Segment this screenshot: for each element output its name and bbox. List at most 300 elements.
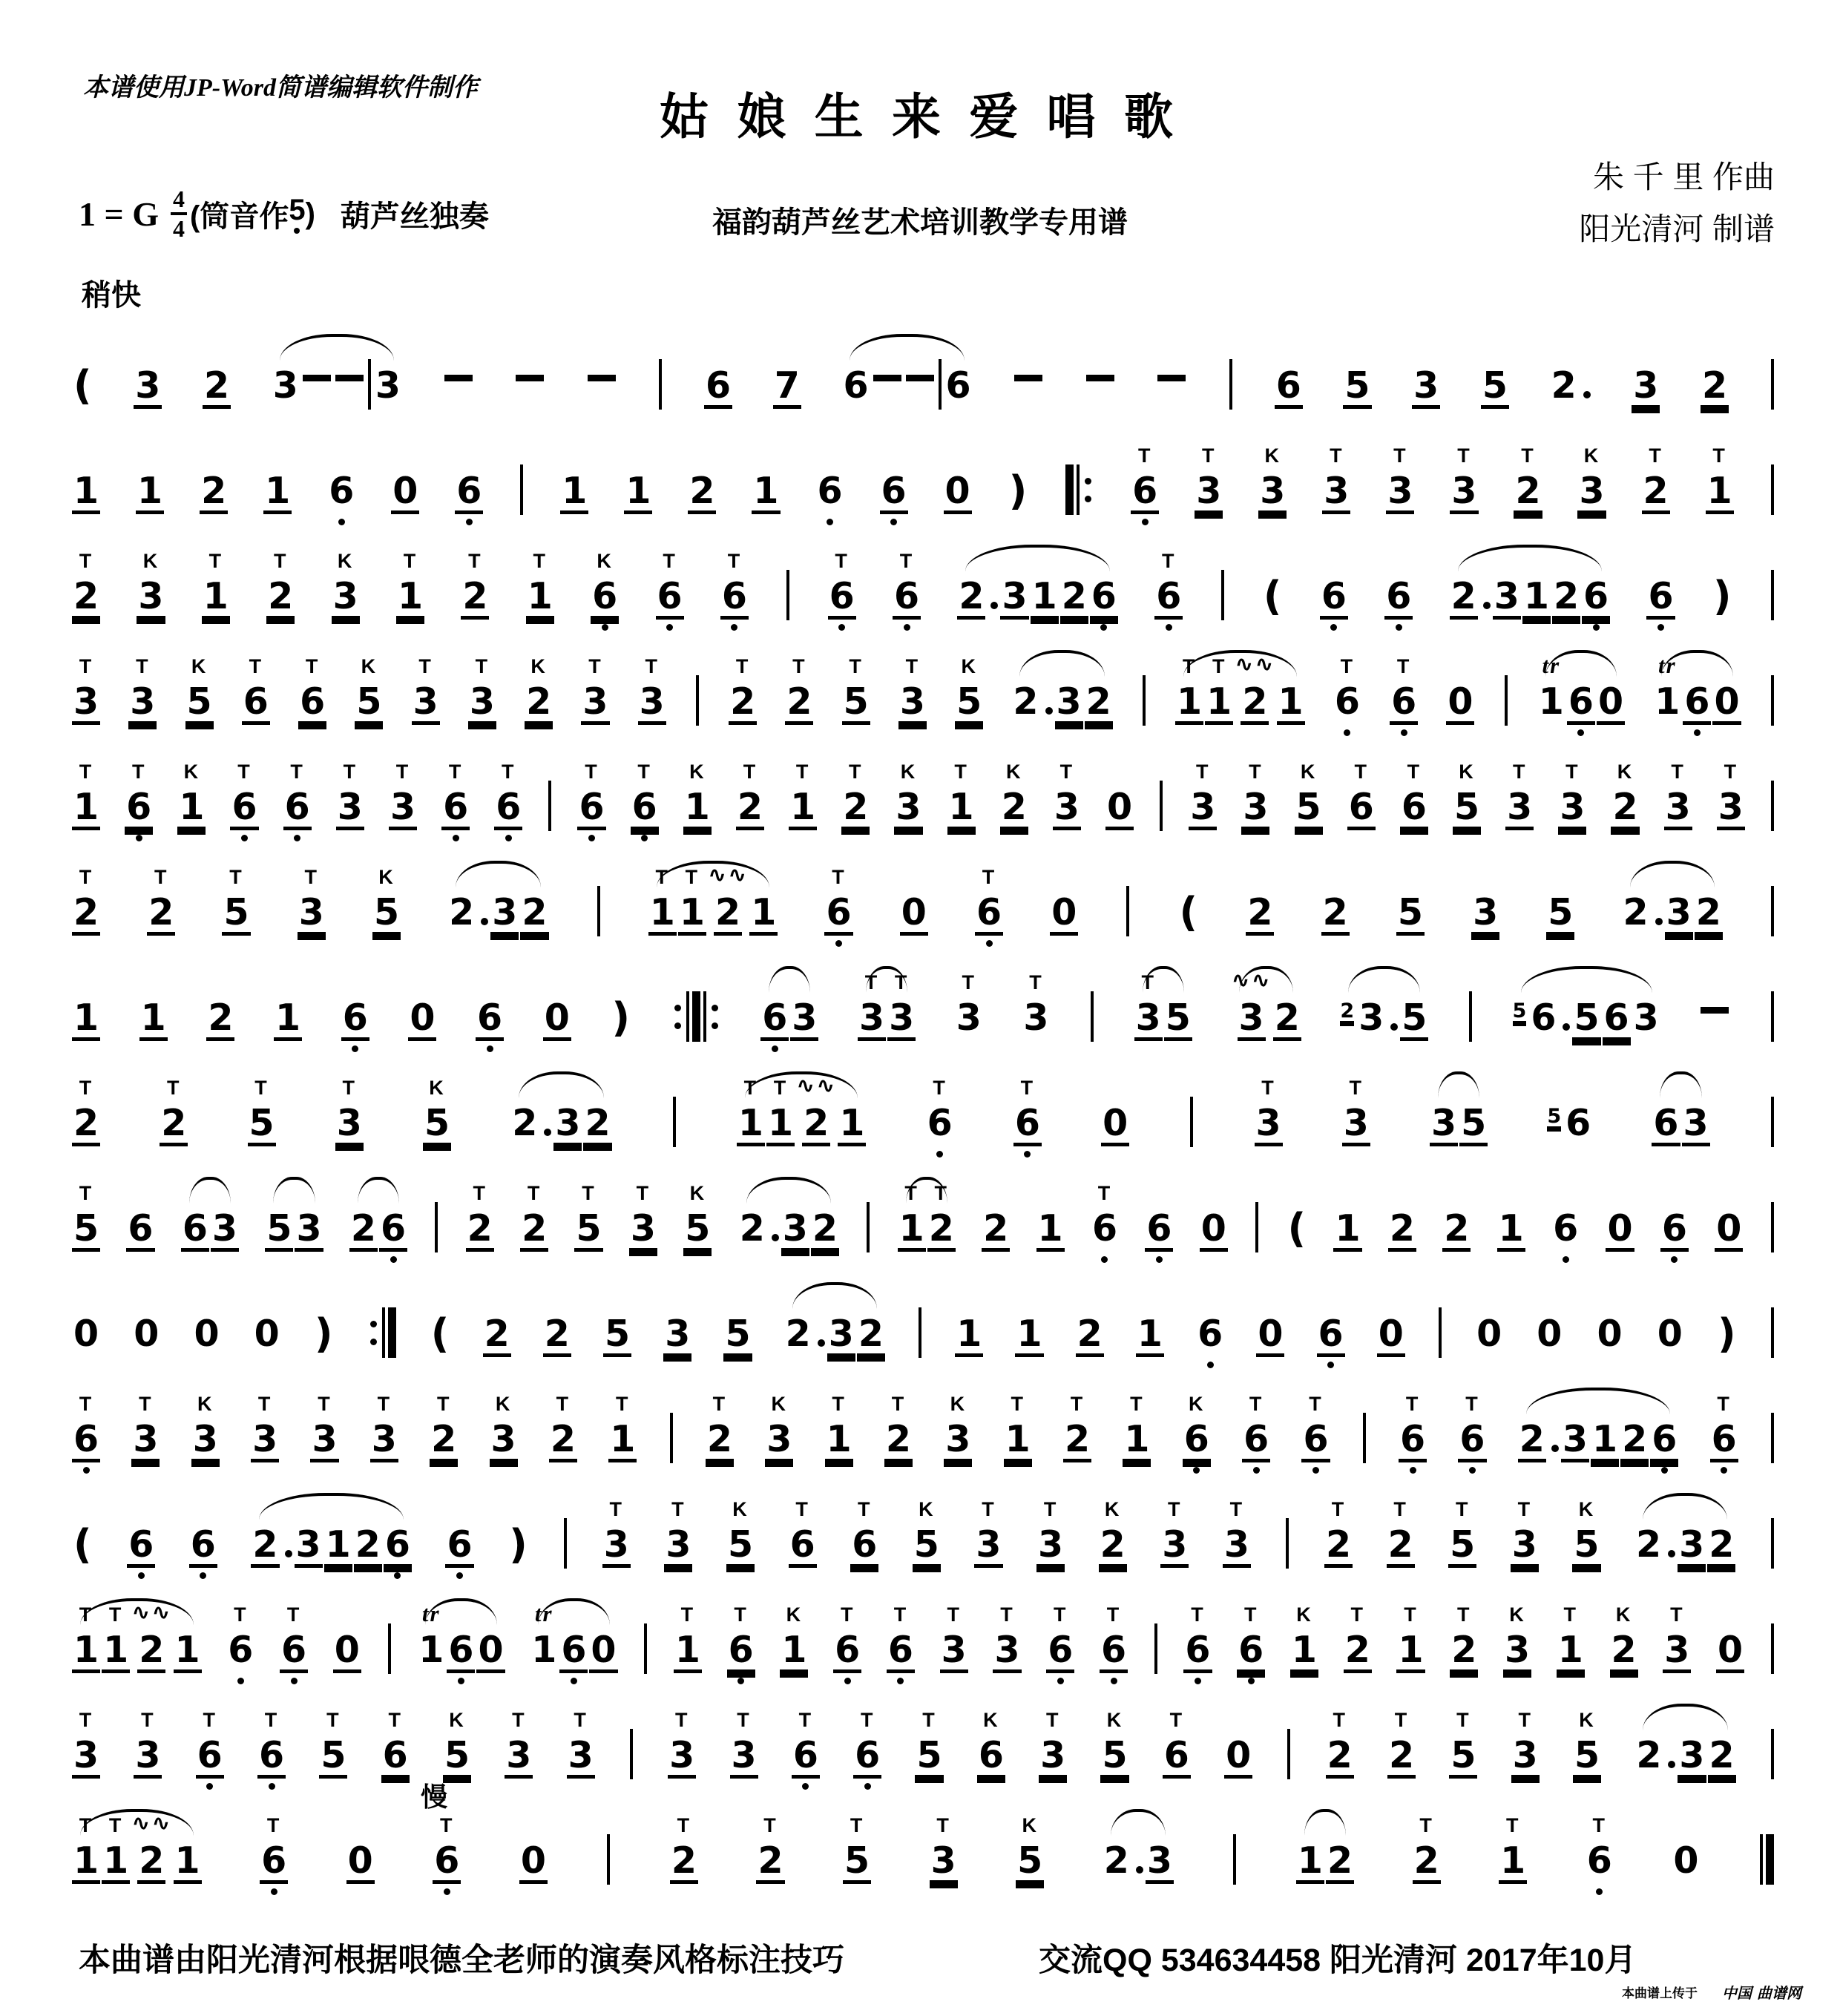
note: 2 [1322,891,1348,933]
low-octave-dot [602,624,608,631]
note: 2 [858,1313,884,1355]
note: T 6 [1242,1386,1270,1489]
phrase-paren: ) [509,1521,528,1568]
music-system-8 [71,1070,1776,1175]
note: K 3 [896,761,921,828]
note: 0 [901,891,927,933]
note: T 6 [257,1702,286,1805]
low-octave-dot [1166,624,1172,631]
note: T 3 [568,1709,594,1776]
note: T 6 [283,754,312,857]
note: T 3 [930,1814,956,1882]
note: 2 [1695,891,1721,933]
barline [1232,1807,1238,1911]
note: T 3 [630,1182,656,1250]
note: 6 [1603,996,1629,1039]
note: T 6 [577,754,605,857]
slur-group [857,965,916,1068]
note: T 2 [467,1182,493,1250]
barline [643,1597,648,1700]
note: 6 [379,1175,407,1278]
arranger-credit: 阳光清河 制谱 [1579,211,1775,246]
note: K 5 [444,1709,470,1776]
note: T 5 [576,1182,602,1250]
note: 5 [1402,996,1427,1039]
note: 3 [375,364,401,407]
note: T 3 [1023,971,1049,1039]
note: 3 [665,1313,691,1355]
note: 2 [1553,575,1580,617]
note: T 5 [1450,1709,1476,1776]
note: 2 [510,1070,552,1173]
note: 3 [1431,1102,1457,1144]
augmentation-dot [1483,602,1491,609]
low-octave-dot [1721,1467,1727,1474]
note: 3 [1562,1418,1588,1460]
note: K 2 [526,655,552,723]
note: T 6 [1399,1386,1427,1489]
barline [1770,438,1775,541]
barline [1770,1281,1775,1384]
note: K 6 [978,1709,1004,1776]
note: K 2 [1612,761,1638,828]
note: T 6 [1586,1807,1614,1911]
note: T 2 [268,550,294,617]
note: 5 [1165,996,1191,1039]
note: 3 [296,1207,322,1250]
dash-prolong [1085,332,1116,436]
note: 0 [392,470,418,512]
low-octave-dot [1312,1467,1319,1474]
note: T 5 [916,1709,942,1776]
note: 5 [605,1313,631,1355]
note: T 3 [731,1709,757,1776]
note: T 1 [73,1814,99,1882]
slur-group [271,332,403,436]
note: 0 [1200,1207,1226,1250]
note: T 3 [1038,1498,1064,1566]
note: 2 [1634,1702,1676,1805]
note: T 3 [1243,761,1269,828]
note: T 3 [1343,1077,1369,1144]
note: K 2 [1611,1603,1637,1671]
note: 6 [1646,543,1675,646]
note: 0 [520,1839,546,1882]
note: 0 [254,1313,280,1355]
slur-group [1011,649,1113,752]
augmentation-dot [990,602,998,609]
note: T 6 [226,1597,254,1700]
phrase-paren: ( [1263,573,1282,620]
low-octave-dot [1657,624,1664,631]
slur-group [648,859,779,962]
final-barline [1758,1807,1775,1911]
barline [1503,649,1509,752]
slur-group [1634,1702,1736,1805]
barline [387,1597,392,1700]
note: T 2 [737,761,763,828]
note: T 6 [72,1386,100,1489]
note: T 3 [639,655,665,723]
note: T 6 [1013,1070,1042,1173]
note: 3 [1679,1523,1705,1566]
low-octave-dot [936,1151,943,1158]
music-system-5 [71,754,1776,859]
low-octave-dot [83,1467,90,1474]
note: K 6 [1183,1386,1211,1489]
note: 3 [1056,680,1082,723]
note: T 3 [73,655,99,723]
slur-group [956,543,1119,646]
note: T 3 [133,1393,159,1460]
low-octave-dot [458,1678,464,1684]
barline [694,649,700,752]
note: 0 [1107,786,1133,828]
augmentation-dot [1563,1023,1570,1031]
slur-group [1512,965,1661,1068]
note: T 3 [371,1393,397,1460]
note: T 3 [666,1498,691,1566]
note: T 6 [1131,438,1159,541]
barline [917,1281,923,1384]
note: 2 [1550,332,1591,436]
note: T 6 [1046,1597,1074,1700]
note: T 5 [844,1814,870,1882]
low-octave-dot [666,624,673,631]
note: 6 [815,438,844,541]
note: T 1 [826,1393,852,1460]
note: T 6 [1401,761,1427,828]
note: 0 [1718,1629,1744,1671]
note: T 6 [1301,1386,1330,1489]
note: 0 [410,996,436,1039]
note: 0 [544,996,570,1039]
note: 1 [751,891,777,933]
note: 3 [1146,1839,1172,1882]
slur-group [1429,1070,1488,1173]
music-system-15 [71,1807,1776,1913]
low-octave-dot [1253,1467,1260,1474]
note: 2 [1622,859,1663,962]
music-system-9 [71,1175,1776,1281]
low-octave-dot [1330,624,1337,631]
note: T 6 [833,1597,861,1700]
note: 6 [880,438,908,541]
note: K 3 [138,550,164,617]
note: T 2 [1515,444,1541,512]
note: 1 [265,470,291,512]
note: T 1 [397,550,424,617]
note: 3 [1633,364,1659,407]
note: 0 [478,1629,504,1671]
low-octave-dot [1410,1467,1416,1474]
music-system-1 [71,332,1776,438]
note: 0 [1657,1313,1683,1355]
note: K 3 [1260,444,1286,512]
note: 2 [812,1207,838,1250]
song-title: 姑 娘 生 来 爱 唱 歌 [659,89,1181,144]
note: 5 [1461,1102,1487,1144]
phrase-paren: ) [1712,573,1732,620]
low-octave-dot [864,1783,871,1790]
note: 2 [1634,1491,1676,1595]
note: 2 [1709,1734,1735,1776]
note: T 1 [103,1603,129,1671]
note: 5 [1574,996,1600,1039]
note: T 1 [948,761,974,828]
note: 6 [1582,543,1610,646]
note: K 5 [1017,1814,1043,1882]
dash-prolong [443,332,474,436]
note: 1 [140,996,166,1039]
note: T 2 [431,1393,457,1460]
note: 6 [1650,1386,1678,1489]
note: 0 [1607,1207,1633,1250]
note: T 6 [656,543,684,646]
note: T 6 [792,1702,820,1805]
phrase-paren: ( [1179,889,1198,936]
dash-prolong [334,332,365,436]
note: T 3 [1664,1603,1690,1671]
low-octave-dot [294,835,300,841]
note: K 3 [490,1393,516,1460]
note: T 3 [130,655,156,723]
note: 1 [625,470,651,512]
grace-note: 2 [1340,999,1355,1022]
note: 2 [1450,543,1491,646]
note: T 2 [73,1077,99,1144]
slur-group [510,1070,612,1173]
slur-group [1634,1491,1736,1595]
note: 2 [355,1523,381,1566]
note: T 2 [161,1077,187,1144]
barline [657,332,663,436]
note: T 3 [956,971,982,1039]
augmentation-dot [481,918,488,925]
note: T 1 [674,1603,700,1671]
note: 1 [956,1313,982,1355]
note: T 1 [527,550,553,617]
low-octave-dot [505,835,512,841]
note: 2 [350,1207,376,1250]
note: 5 6 [1547,1102,1591,1144]
note: 6 [760,965,789,1068]
note: T 2 [1451,1603,1477,1671]
barline [596,859,602,962]
note: 6 [476,965,504,1068]
note: K 1 [1291,1603,1318,1671]
music-system-3 [71,543,1776,649]
note: T 6 [260,1807,288,1911]
note: 2 [1011,649,1053,752]
note: T 1 [1706,444,1732,512]
low-octave-dot [487,1045,493,1052]
note: 0 [944,470,970,512]
low-octave-dot [1248,1678,1255,1684]
note: 2 [1518,1386,1560,1489]
note: 2 [204,364,230,407]
note: T 3 [337,761,363,828]
barline [785,543,791,646]
slur-group [1652,649,1741,752]
note: T 1 [1124,1393,1150,1460]
dash-prolong [586,332,617,436]
note: 3 [782,1207,808,1250]
barline [1770,543,1775,646]
note: T 3 [1324,444,1350,512]
note: 2 [689,470,715,512]
slow-marking: 慢 [421,1782,448,1812]
note: T 6 [1348,761,1374,828]
note: 0 [194,1313,220,1355]
note: 1 [1335,1207,1361,1250]
time-signature-denominator: 4 [173,215,185,242]
low-octave-dot [390,1256,397,1263]
low-octave-dot [1024,1151,1031,1158]
note: T 1 [649,866,675,933]
note: 2 [1103,1807,1144,1911]
note: 2 [1061,575,1087,617]
note: 3 [1413,364,1439,407]
key-signature: 1 = G [79,194,159,233]
low-octave-dot [1469,1467,1476,1474]
dash-prolong [1156,332,1187,436]
note: T 1 [767,1077,794,1144]
note: T 6 [125,754,153,857]
low-octave-dot [827,519,833,525]
note: T 3 [1223,1498,1249,1566]
note: 2 [1247,891,1273,933]
note: T 3 [889,971,915,1039]
note: T 2 [1387,1498,1413,1566]
note: 0 [334,1629,360,1671]
note: 2 [208,996,234,1039]
note: 6 [128,1207,154,1250]
repeat-begin [1064,438,1095,541]
note: K 5 [727,1498,754,1566]
phrase-paren: ( [430,1310,450,1357]
note: T 3 [603,1498,629,1566]
note: 6 [327,438,355,541]
slur-group [1621,859,1724,962]
note: T 1 [898,1182,924,1250]
slur-group [71,1807,203,1911]
low-octave-dot [271,1888,277,1895]
slur-group [1134,965,1193,1068]
note: 2 [1085,680,1111,723]
slur-group [416,1597,505,1700]
note: T 3 [336,1077,362,1144]
note: T 1 [737,1077,763,1144]
note: 6 [1275,364,1301,407]
barline [671,1070,677,1173]
note: T 1 [203,550,229,617]
low-octave-dot [1195,1678,1201,1684]
barline [1770,965,1775,1068]
slur-group [1449,543,1611,646]
slur-group [71,1597,203,1700]
barline [1286,1702,1292,1805]
note: 2 [1709,1523,1735,1566]
note: 0 [1448,680,1473,723]
note: K 1 [179,761,205,828]
site-logo-icon: E [1706,1986,1713,1997]
score [71,332,1776,1913]
note: T 1 [1500,1814,1526,1882]
note: T 2 [671,1814,697,1882]
augmentation-dot [1045,707,1053,715]
note: T 6 [494,754,522,857]
note: 2 [983,1207,1009,1250]
low-octave-dot [731,624,737,631]
note: K 3 [766,1393,792,1460]
note: T 6 [1710,1386,1738,1489]
note: T 3 [1507,761,1533,828]
low-octave-dot [269,1783,275,1790]
low-octave-dot [772,1045,778,1052]
note: 1 [1523,575,1549,617]
note: ∿∿ 2 [131,1810,172,1882]
note: 2 [1444,1207,1470,1250]
note: K 5 [1295,761,1321,828]
dash-prolong [301,332,332,436]
low-octave-dot [138,1572,145,1579]
note: T 3 [669,1709,695,1776]
note: T 1 [73,761,99,828]
augmentation-dot [1551,1445,1559,1452]
note: T 2 [1389,1709,1415,1776]
barline [1770,859,1775,962]
note: T 2 [73,866,99,933]
note: T 2 [706,1393,732,1460]
barline [433,1175,439,1278]
low-octave-dot [986,940,993,947]
phrase-paren: ) [314,1310,333,1357]
low-octave-dot [206,1783,213,1790]
note: T 1 [679,866,705,933]
note: T 2 [1325,1498,1352,1566]
note: 2 [1274,996,1300,1039]
barline [628,1702,634,1805]
note: T 6 [789,1498,815,1566]
music-system-10 [71,1281,1776,1386]
note: T 2 [928,1182,954,1250]
barline [1437,1281,1443,1384]
note: K 5 [424,1077,450,1144]
low-octave-dot [1563,1256,1569,1263]
note: 1 [137,470,163,512]
note: T 1 [103,1814,129,1882]
low-octave-dot [1057,1678,1064,1684]
barline [1220,543,1226,646]
note: 0 [591,1629,617,1671]
note: 0 [1537,1313,1563,1355]
note: 6 [1145,1175,1173,1278]
note: 0 [1226,1734,1252,1776]
note: T 6 [1237,1597,1265,1700]
low-octave-dot [641,835,648,841]
note: K 5 [913,1498,939,1566]
note: T 3 [1512,1709,1538,1776]
note: 0 [1597,680,1624,723]
note: ∿∿ 2 [1235,651,1275,723]
note: tr 1 [418,1600,444,1671]
note: 3 [555,1102,581,1144]
note: T 6 [887,1597,915,1700]
note: ∿∿ 3 [1231,968,1272,1039]
barline [1158,754,1164,857]
note: T 2 [1643,444,1669,512]
